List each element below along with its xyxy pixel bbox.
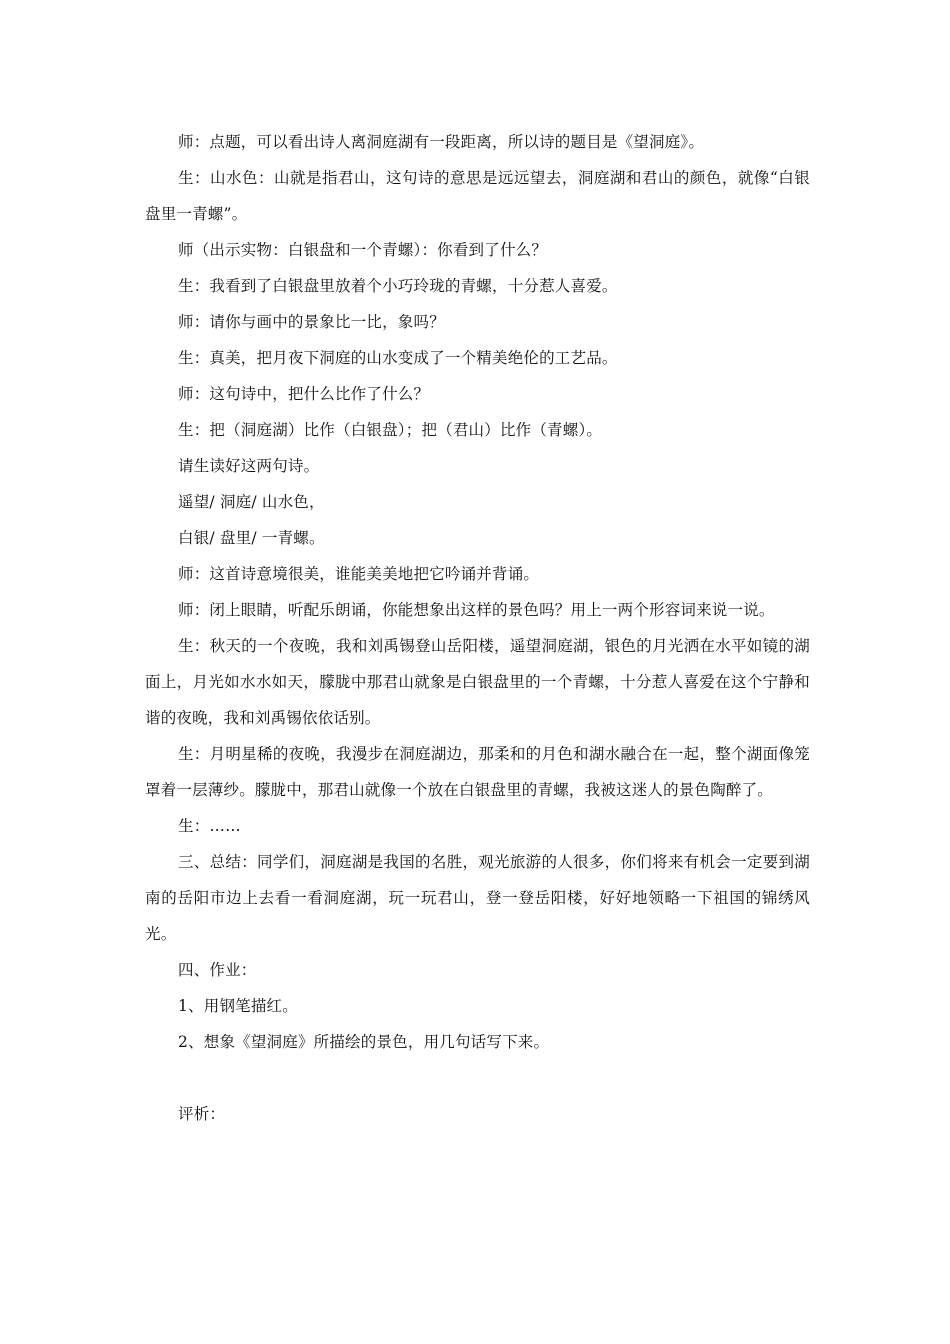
homework-item-2: 2、想象《望洞庭》所描绘的景色，用几句话写下来。 [178, 1033, 550, 1051]
homework-item-1: 1、用钢笔描红。 [178, 997, 298, 1015]
paragraph-student-color: 生：山水色：山就是指君山，这句诗的意思是远远望去，洞庭湖和君山的颜色，就像“白银盘里一青螺”。 [145, 169, 810, 223]
paragraph-student-autumn-night: 生：秋天的一个夜晚，我和刘禹锡登山岳阳楼，遥望洞庭湖，银色的月光洒在水平如镜的湖面上，月光如水水如天，朦胧中那君山就象是白银盘里的一个青螺，十分惹人喜爱在这个宁静和谐的夜晚，我和刘禹锡依依话别。 [145, 637, 810, 727]
paragraph-teacher-metaphor: 师：这句诗中，把什么比作了什么？ [178, 385, 430, 403]
paragraph-teacher-recite: 师：这首诗意境很美，谁能美美地把它吟诵并背诵。 [178, 565, 540, 583]
blank-line [145, 1060, 810, 1096]
paragraph-student-see: 生：我看到了白银盘里放着个小巧玲珑的青螺，十分惹人喜爱。 [178, 277, 618, 295]
document-body [145, 124, 810, 1132]
poem-line-1: 遥望/ 洞庭/ 山水色， [178, 493, 325, 511]
heading-analysis: 评析： [178, 1105, 226, 1123]
paragraph-teacher-imagine: 师：闭上眼睛，听配乐朗诵，你能想象出这样的景色吗？用上一两个形容词来说一说。 [178, 601, 775, 619]
paragraph-teacher-object: 师（出示实物：白银盘和一个青螺）：你看到了什么？ [178, 241, 548, 259]
paragraph-student-moonlit-night: 生：月明星稀的夜晚，我漫步在洞庭湖边，那柔和的月色和湖水融合在一起，整个湖面像笼罩着一层薄纱。朦胧中，那君山就像一个放在白银盘里的青螺，我被这迷人的景色陶醉了。 [145, 745, 810, 799]
paragraph-student-beauty: 生：真美，把月夜下洞庭的山水变成了一个精美绝伦的工艺品。 [178, 349, 618, 367]
paragraph-teacher-title: 师：点题，可以看出诗人离洞庭湖有一段距离，所以诗的题目是《望洞庭》。 [178, 133, 705, 151]
heading-homework: 四、作业： [178, 961, 257, 979]
paragraph-student-metaphor: 生：把（洞庭湖）比作（白银盘）；把（君山）比作（青螺）。 [178, 421, 603, 439]
paragraph-teacher-compare: 师：请你与画中的景象比一比，象吗？ [178, 313, 445, 331]
poem-line-2: 白银/ 盘里/ 一青螺。 [178, 529, 325, 547]
paragraph-summary: 三、总结：同学们，洞庭湖是我国的名胜，观光旅游的人很多，你们将来有机会一定要到湖南的岳阳市边上去看一看洞庭湖，玩一玩君山，登一登岳阳楼，好好地领略一下祖国的锦绣风光。 [145, 853, 810, 943]
paragraph-read-lines: 请生读好这两句诗。 [178, 457, 320, 475]
paragraph-student-ellipsis: 生：…… [178, 817, 241, 835]
